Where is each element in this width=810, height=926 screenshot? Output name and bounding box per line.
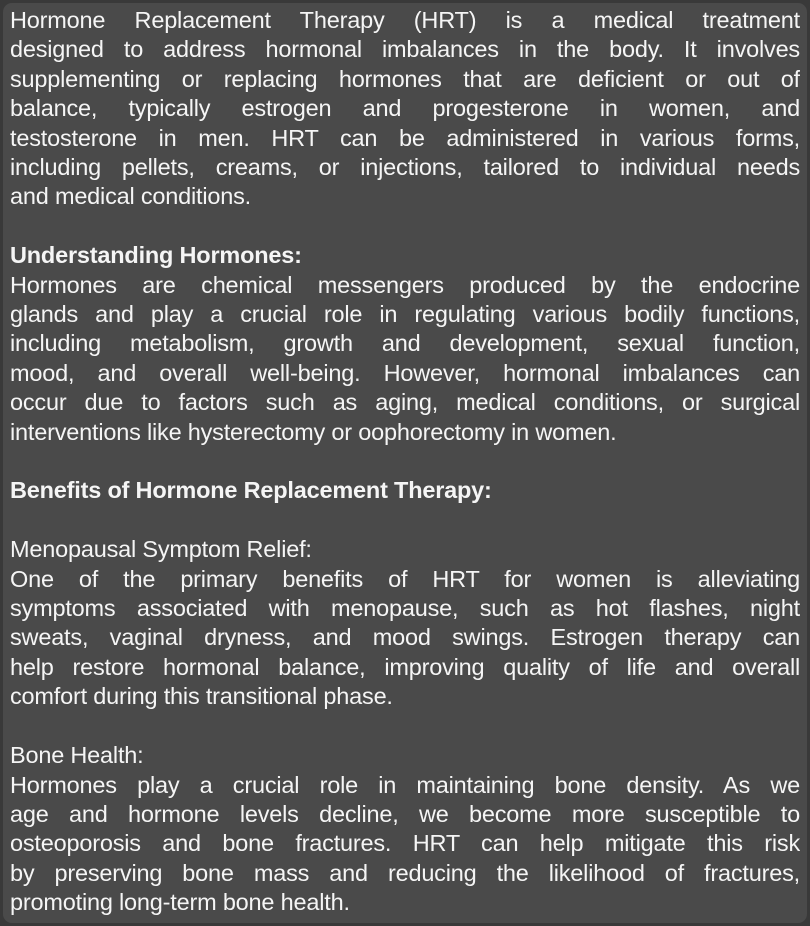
text-line: sweats, vaginal dryness, and mood swings. Estrogen therapy can [10,624,800,651]
intro-section [10,6,800,212]
text-line: symptoms associated with menopause, such as hot flashes, night [10,595,800,622]
text-line: including pellets, creams, or injections, tailored to individual needs [10,154,800,181]
text-line: glands and play a crucial role in regulating various bodily functions, [10,301,800,328]
understanding-hormones-section [10,241,800,447]
bone-health-label: Bone Health: [10,742,144,769]
text-line: including metabolism, growth and development, sexual function, [10,330,800,357]
text-line: comfort during this transitional phase. [10,683,393,710]
intro-paragraph [10,6,800,212]
text-line: Hormones are chemical messengers produced by the endocrine [10,271,800,298]
benefits-heading: Benefits of Hormone Replacement Therapy: [10,477,492,504]
bone-health-paragraph [10,771,800,918]
text-line: and medical conditions. [10,183,251,210]
text-line: help restore hormonal balance, improving quality of life and overall [10,653,800,680]
text-line: osteoporosis and bone fractures. HRT can help mitigate this risk [10,830,800,857]
text-line: mood, and overall well-being. However, hormonal imbalances can [10,359,800,386]
bone-health-section [10,741,800,917]
text-line: age and hormone levels decline, we become more susceptible to [10,800,800,827]
text-line: One of the primary benefits of HRT for women is alleviating [10,565,800,592]
text-line: Hormone Replacement Therapy (HRT) is a medical treatment [10,7,800,33]
text-line: occur due to factors such as aging, medical conditions, or surgical [10,389,800,416]
understanding-hormones-heading: Understanding Hormones: [10,242,302,269]
text-line: Hormones play a crucial role in maintaining bone density. As we [10,771,800,798]
text-line: designed to address hormonal imbalances in the body. It involves [10,36,800,63]
menopausal-symptom-relief-section [10,535,800,711]
text-line: balance, typically estrogen and progesterone in women, and [10,95,800,122]
document-page [3,3,807,923]
text-line: testosterone in men. HRT can be administered in various forms, [10,124,800,151]
text-line: interventions like hysterectomy or oophorectomy in women. [10,418,617,445]
understanding-hormones-paragraph [10,271,800,447]
text-line: supplementing or replacing hormones that are deficient or out of [10,65,800,92]
menopausal-symptom-relief-paragraph [10,565,800,712]
menopausal-symptom-relief-label: Menopausal Symptom Relief: [10,536,312,563]
text-line: promoting long-term bone health. [10,889,350,916]
text-line: by preserving bone mass and reducing the likelihood of fractures, [10,859,800,886]
